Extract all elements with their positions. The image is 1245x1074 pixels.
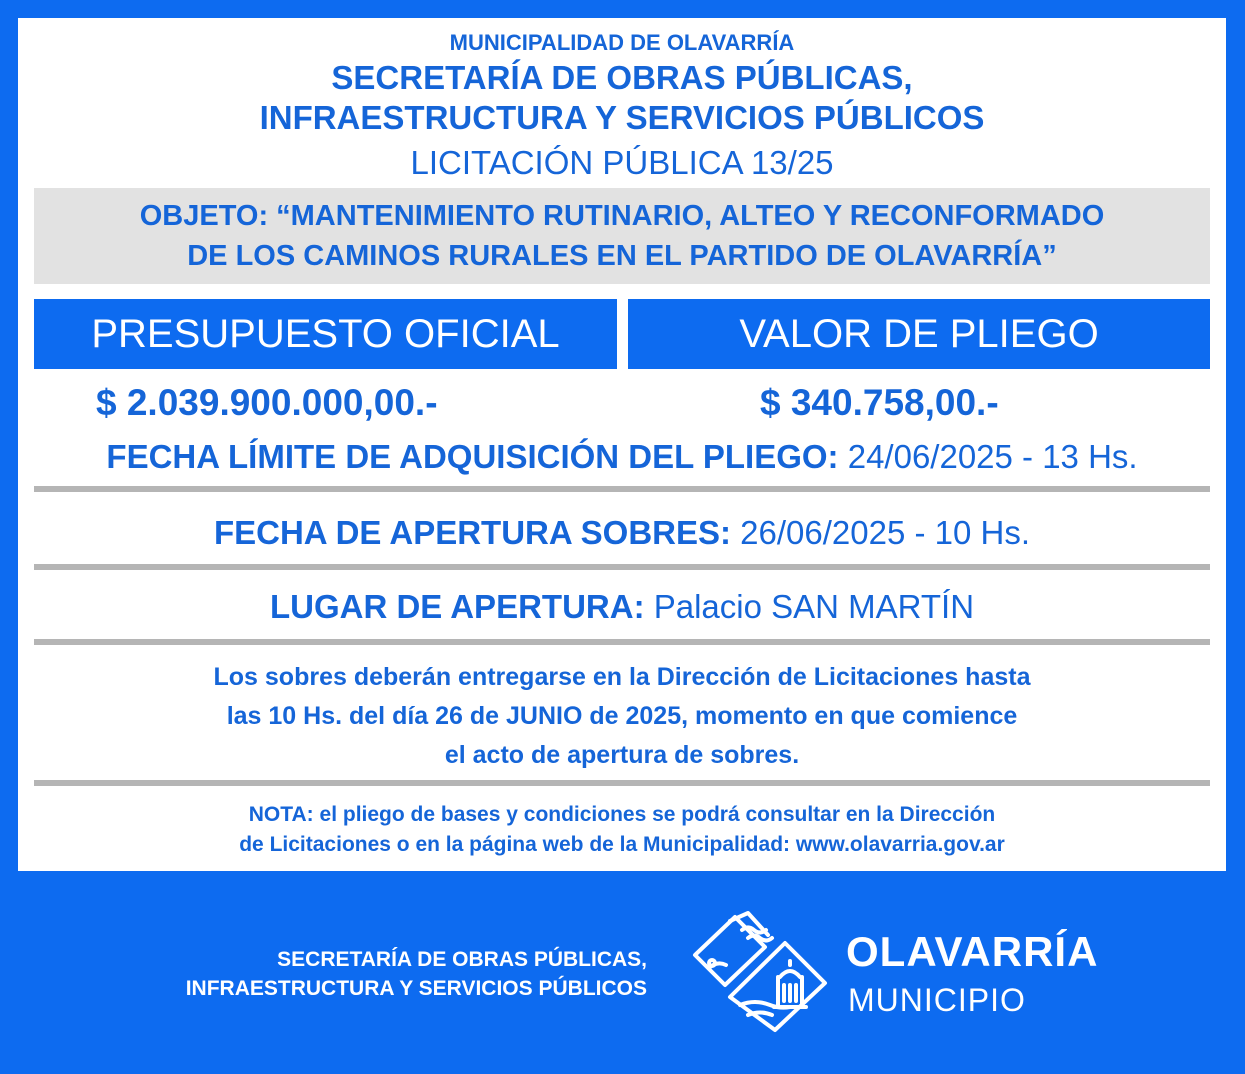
brand-name: OLAVARRÍA [846,928,1099,975]
notice-panel [18,18,1226,871]
divider [34,639,1210,645]
deadline-label: FECHA LÍMITE DE ADQUISICIÓN DEL PLIEGO: [106,438,839,475]
pliego-header: VALOR DE PLIEGO [628,299,1210,369]
municipality-title: MUNICIPALIDAD DE OLAVARRÍA [449,30,795,55]
secretariat-title [18,58,1226,138]
secretariat-title-line2: INFRAESTRUCTURA Y SERVICIOS PÚBLICOS [259,99,985,136]
divider [34,564,1210,570]
footer-secretariat [186,945,647,1003]
opening-place-value: Palacio SAN MARTÍN [644,588,975,625]
nota-line1: NOTA: el pliego de bases y condiciones se podrá consultar en la Dirección [248,803,996,826]
objeto-box [34,188,1210,284]
municipality-logo-icon [690,905,830,1035]
budget-header: PRESUPUESTO OFICIAL [34,299,617,369]
tender-number: LICITACIÓN PÚBLICA 13/25 [410,144,834,181]
opening-place-label: LUGAR DE APERTURA: [269,588,645,625]
deadline-value: 24/06/2025 - 13 Hs. [838,438,1138,475]
delivery-note-line2: las 10 Hs. del día 26 de JUNIO de 2025, momento en que comience [226,702,1018,730]
opening-date-row [18,514,1226,552]
objeto-line1: OBJETO: “MANTENIMIENTO RUTINARIO, ALTEO Y RECONFORMADO [139,200,1105,232]
deadline-row [18,438,1226,476]
budget-amount: $ 2.039.900.000,00.- [96,382,438,423]
footer-secretariat-line2: INFRAESTRUCTURA Y SERVICIOS PÚBLICOS [185,977,647,1000]
footer-secretariat-line1: SECRETARÍA DE OBRAS PÚBLICAS, [277,948,647,971]
opening-date-label: FECHA DE APERTURA SOBRES: [213,514,731,551]
secretariat-title-line1: SECRETARÍA DE OBRAS PÚBLICAS, [331,59,913,96]
nota [18,800,1226,860]
delivery-note-line3: el acto de apertura de sobres. [444,741,800,769]
nota-line2: de Licitaciones o en la página web de la Municipalidad: www.olavarria.gov.ar [239,833,1005,856]
divider [34,486,1210,492]
brand-subtitle: MUNICIPIO [848,982,1026,1018]
opening-date-value: 26/06/2025 - 10 Hs. [731,514,1031,551]
delivery-note-line1: Los sobres deberán entregarse en la Dirección de Licitaciones hasta [213,663,1031,691]
delivery-note [18,658,1226,775]
divider [34,780,1210,786]
objeto-line2: DE LOS CAMINOS RURALES EN EL PARTIDO DE OLAVARRÍA” [187,240,1057,272]
opening-place-row [18,588,1226,626]
pliego-amount: $ 340.758,00.- [760,382,999,423]
